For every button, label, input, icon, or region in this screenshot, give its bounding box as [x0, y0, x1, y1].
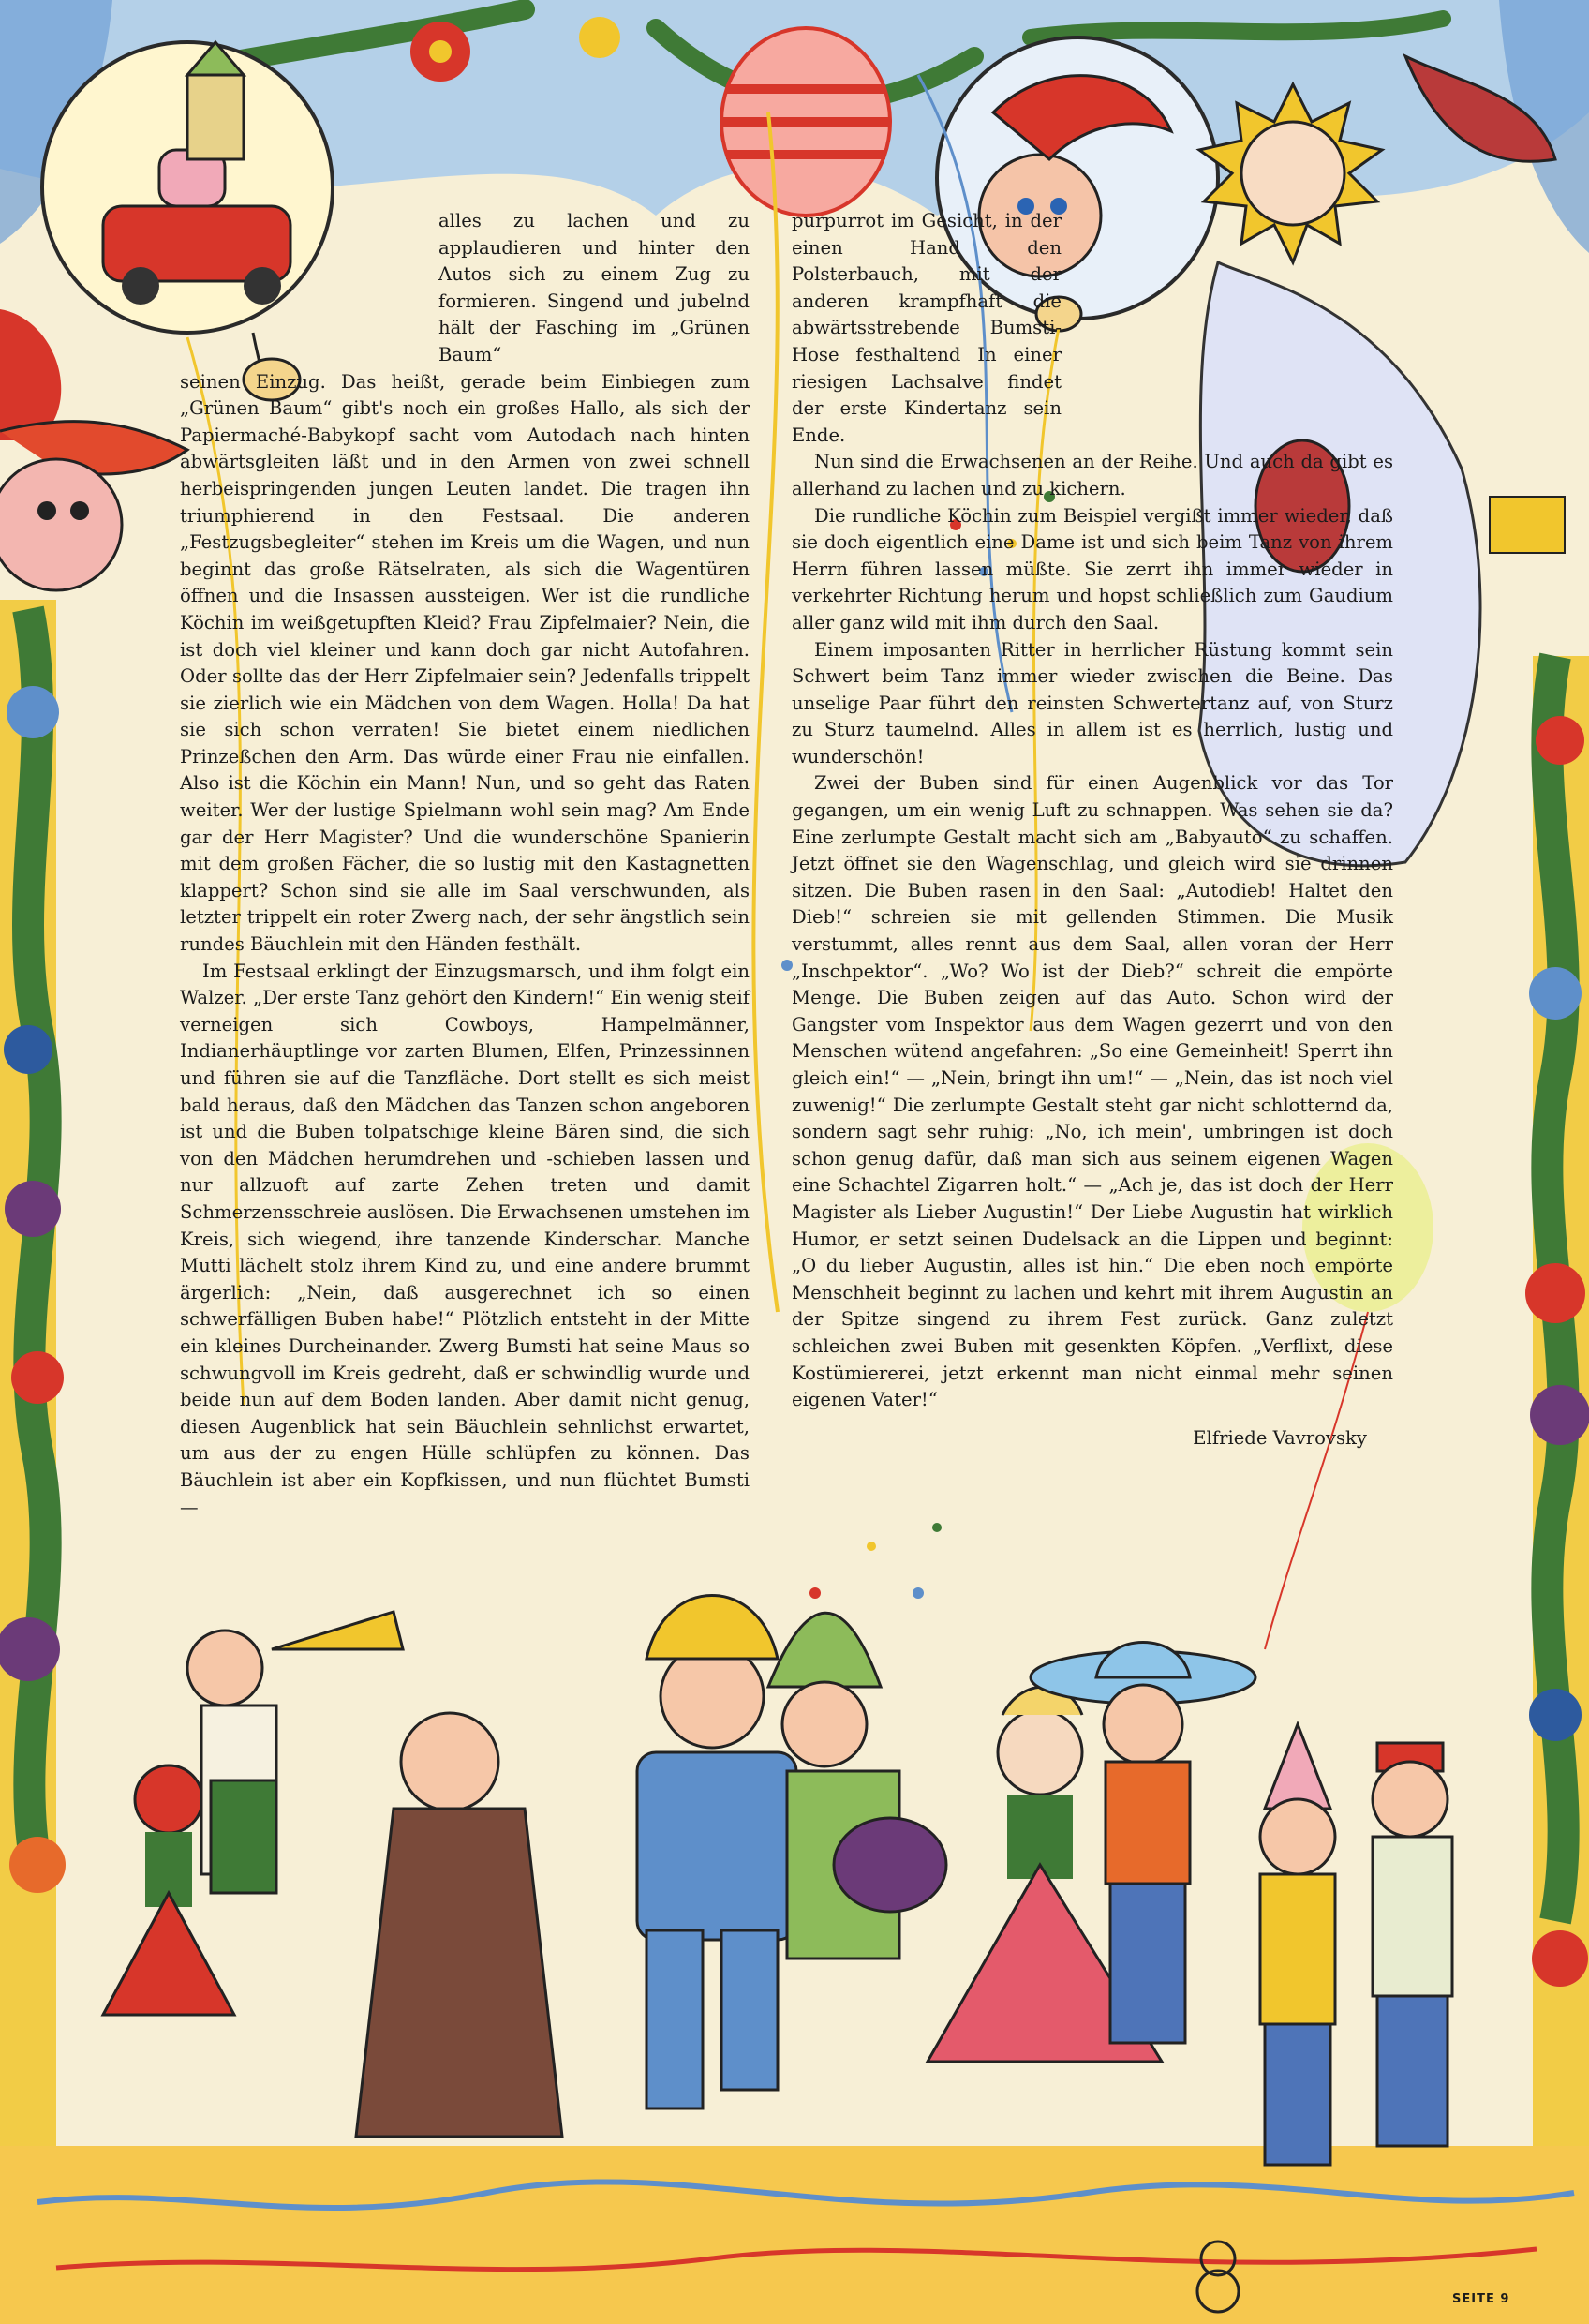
boy-party-hat — [1260, 1724, 1335, 2165]
trumpeter — [187, 1612, 403, 1893]
text-column-right — [792, 208, 1393, 1452]
paragraph: Einem imposanten Ritter in herrlicher Rüstung kommt sein Schwert beim Tanz immer wieder zwischen die Beine. Das unselige Paar führt den reinsten Schwertertanz auf, von Sturz zu Sturz taumelnd. Alles in allem ist es herrlich, lustig und wunderschön! — [792, 638, 1393, 767]
bagpiper-augustin — [768, 1613, 946, 1959]
paragraph: alles zu lachen und zu applaudieren und hinter den Autos sich zu einem Zug zu formieren. Singend und jubelnd hält der Fasching im „Grünen Baum“ — [438, 210, 750, 365]
paragraph: seinen Einzug. Das heißt, gerade beim Einbiegen zum „Grünen Baum“ gibt's noch ein großes Hallo, als sich der Papiermaché-Babykopf sacht vom Autodach nach hinten abwärtsgleiten läßt und in den Armen von zwei schnell herbeispringenden jungen Leuten landet. Die tragen ihn triumphierend in den Festsaal. Die anderen „Festzugsbegleiter“ stehen im Kreis um die Wagen, und nun beginnt das große Rätselraten, als sich die Wagentüren öffnen und die Insassen aussteigen. Wer ist die rundliche Köchin im weißgetupften Kleid? Frau Zipfelmaier? Nein, die ist doch viel kleiner und kann doch gar nicht Autofahren. Oder sollte das der Herr Zipfelmaier sein? Jedenfalls trippelt sie zierlich wie ein Mädchen von dem Wagen. Holla! Da hat sie sich schon verraten! Sie bietet einem niedlichen Prinzeßchen den Arm. Das würde einer Frau nie einfallen. Also ist die Köchin ein Mann! Nun, und so geht das Raten weiter. Wer der lustige Spielmann wohl sein mag? Am Ende gar der Herr Magister? Und die wunderschöne Spanierin mit dem großen Fächer, die so lustig mit den Kastagnetten klappert? Schon sind sie alle im Saal verschwunden, als letzter trippelt ein roter Zwerg nach, der sehr ängstlich sein rundes Bäuchlein mit den Händen festhält. — [180, 370, 750, 956]
paragraph: Zwei der Buben sind für einen Augenblick vor das Tor gegangen, um ein wenig Luft zu schnappen. Was sehen sie da? Eine zerlumpte Gestalt macht sich am „Babyauto“ zu schaffen. Jetzt öffnet sie den Wagenschlag, und gleich wird sie drinnen sitzen. Die Buben rasen in den Saal: „Autodieb! Haltet den Dieb!“ schreien sie mit gellenden Stimmen. Die Musik verstummt, alles rennt aus dem Saal, allen voran der Herr „Inschpektor“. „Wo? Wo ist der Dieb?“ schreit die empörte Menge. Die Buben zeigen auf das Auto. Schon wird der Gangster vom Inspektor aus dem Wagen gezerrt und von den Menschen wütend angefahren: „So eine Gemeinheit! Sperrt ihn gleich ein!“ — „Nein, bringt ihn um!“ — „Nein, das ist noch viel zuwenig!“ Die zerlumpte Gestalt steht gar nicht schlotternd da, sondern sagt sehr ruhig: „No, ich mein', umbringen ist doch schon genug dafür, daß man sich aus seinem eigenen Wagen eine Schachtel Zigarren holt.“ — „Ach je, das ist doch der Herr Magister als Lieber Augustin!“ Der Liebe Augustin hat wirklich Humor, er setzt seinen Dudelsack an die Lippen und beginnt: „O du lieber Augustin, alles ist hin.“ Die eben noch empörte Menschheit beginnt zu lachen und kehrt mit ihrem Augustin an der Spitze singend zu ihrem Fest zurück. Ganz zuletzt schleichen zwei Buben mit gesenkten Köpfen. „Verflixt, diese Kostümiererei, jetzt erkennt man nicht einmal mehr seinen eigenen Vater!“ — [792, 772, 1393, 1411]
page-number: SEITE 9 — [1452, 2292, 1510, 2306]
right-floral-border — [1525, 656, 1589, 2155]
streamer — [753, 112, 778, 1312]
paper-lantern — [721, 28, 890, 216]
author-byline: Elfriede Vavrovsky — [1193, 1426, 1367, 1449]
left-floral-border — [0, 600, 66, 2193]
paragraph: Nun sind die Erwachsenen an der Reihe. Und auch da gibt es allerhand zu lachen und zu kichern. — [792, 451, 1393, 499]
inspector-pith-helmet — [637, 1596, 796, 2109]
hat-character-left — [0, 309, 187, 590]
dancers — [103, 1596, 1452, 2166]
bald-man-in-coat — [356, 1713, 562, 2137]
dance-floor — [0, 2146, 1589, 2324]
paragraph: Die rundliche Köchin zum Beispiel vergißt immer wieder, daß sie doch eigentlich eine Dame ist und sich beim Tanz von ihrem Herrn führen lassen müßte. Sie zerrt ihn immer wieder in verkehrter Richtung herum und hopst schließlich zum Gaudium aller ganz wild mit ihm durch den Saal. — [792, 504, 1393, 633]
text-column-left — [180, 208, 750, 1521]
paragraph: purpurrot im Gesicht, in der einen Hand den Polsterbauch, mit der anderen krampfhaft die abwärtsstrebende Bumsti-Hose festhaltend In einer riesigen Lachsalve findet der erste Kindertanz sein Ende. — [792, 210, 1062, 446]
paragraph: Im Festsaal erklingt der Einzugsmarsch, und ihm folgt ein Walzer. „Der erste Tanz gehört den Kindern!“ Ein wenig steif verneigen sich Cowboys, Hampelmänner, Indianerhäuptlinge vor zarten Blumen, Elfen, Prinzessinnen und führen sie auf die Tanzfläche. Dort stellt es sich meist bald heraus, daß den Mädchen das Tanzen schon angeboren ist und die Buben tolpatschige kleine Bären sind, die sich von den Mädchen herumdrehen und -schieben lassen und nur allzuoft auf zarte Zehen treten und damit Schmerzensschreie auslösen. Die Erwachsenen umstehen im Kreis, sich wiegend, ihre tanzende Kinderschar. Manche Mutti lächelt stolz ihrem Kind zu, und eine andere brummt ärgerlich: „Nein, daß ausgerechnet ich so einen schwerfälligen Buben habe!“ Plötzlich entsteht in der Mitte ein kleines Durcheinander. Zwerg Bumsti hat seine Maus so schwungvoll im Kreis gedreht, daß er schwindlig wurde und beide nun auf dem Boden landen. Aber damit nicht genug, diesen Augenblick hat sein Bäuchlein sehnlichst erwartet, um aus der zu engen Hülle schlüpfen zu können. Das Bäuchlein ist aber ein Kopfkissen, und nun flüchtet Bumsti — — [180, 960, 750, 1518]
boy-red-cap — [1373, 1743, 1452, 2146]
